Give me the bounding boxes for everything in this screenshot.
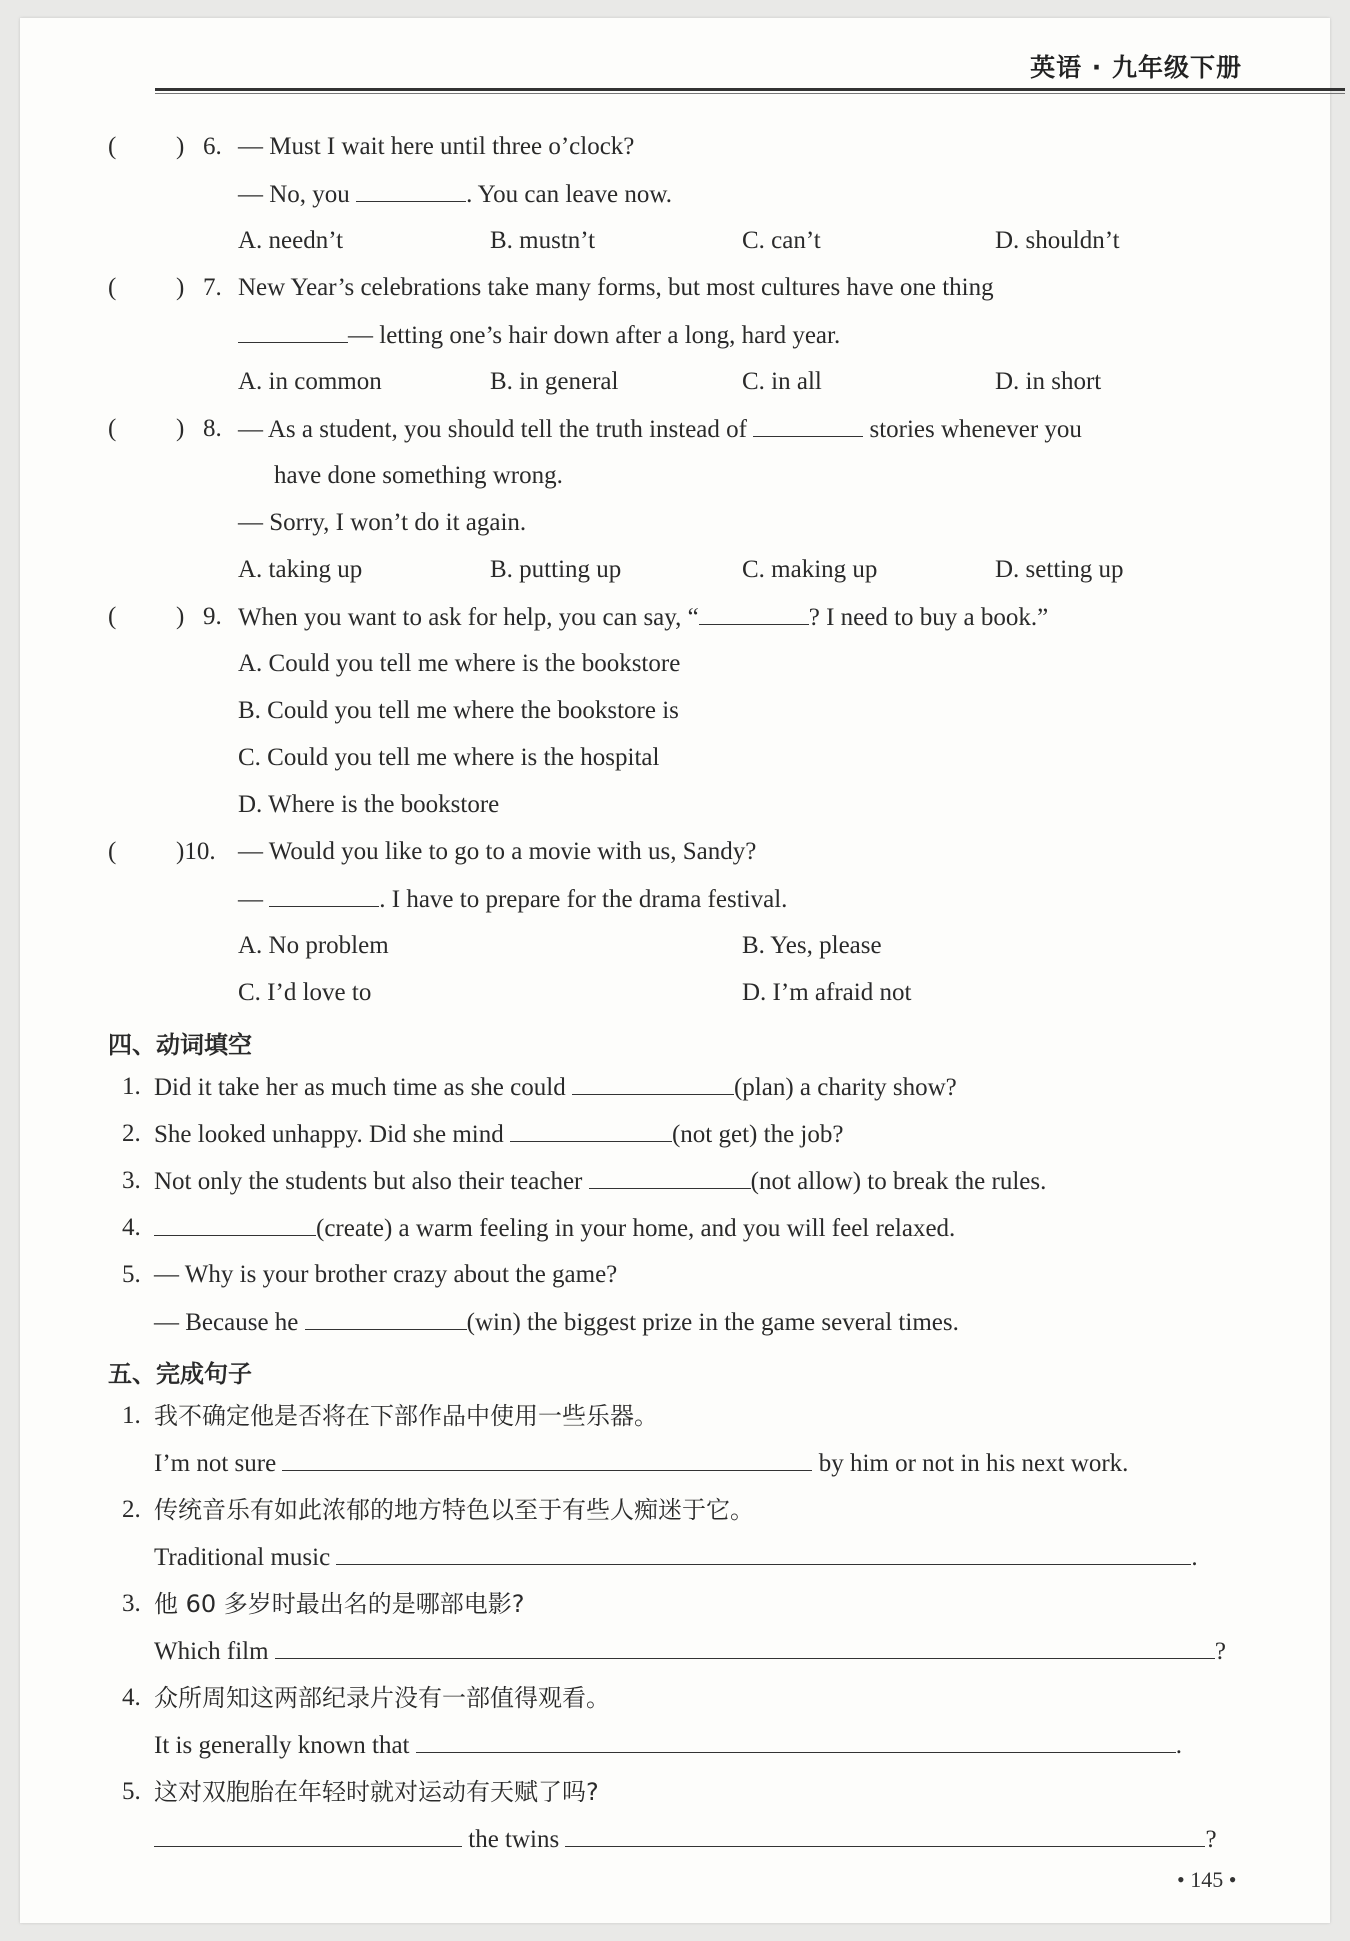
question-stem: New Year’s celebrations take many forms, but most cultures have one thing bbox=[238, 274, 994, 301]
answer-paren-open: ( bbox=[108, 415, 117, 442]
answer-blank[interactable] bbox=[510, 1119, 672, 1142]
answer-paren-close: ) bbox=[176, 415, 185, 442]
question-stem: — Must I wait here until three o’clock? bbox=[238, 133, 635, 160]
answer-blank[interactable] bbox=[275, 1636, 1215, 1659]
item-text: It is generally known that bbox=[154, 1732, 410, 1759]
item-text: Traditional music bbox=[154, 1544, 331, 1571]
option-b: B. putting up bbox=[490, 556, 622, 583]
answer-paren-open: ( bbox=[108, 133, 117, 160]
answer-paren-open: ( bbox=[108, 603, 117, 630]
item-number: 4. bbox=[122, 1214, 141, 1241]
stem-text: — As a student, you should tell the truth instead of bbox=[238, 416, 747, 443]
answer-paren-open: ( bbox=[108, 274, 117, 301]
option-a: A. No problem bbox=[238, 932, 389, 959]
option-d: D. in short bbox=[995, 368, 1102, 395]
item-text: (win) the biggest prize in the game several times. bbox=[466, 1309, 959, 1336]
item-text: (create) a warm feeling in your home, and you will feel relaxed. bbox=[316, 1215, 956, 1242]
option-c: C. making up bbox=[742, 556, 878, 583]
reply-text: . I have to prepare for the drama festival. bbox=[379, 886, 788, 913]
item-text: — Because he bbox=[154, 1309, 299, 1336]
header-title: 英语 · 九年级下册 bbox=[1030, 53, 1242, 82]
option-a: A. Could you tell me where is the bookstore bbox=[238, 650, 681, 677]
question-continuation: have done something wrong. bbox=[274, 462, 563, 489]
option-d: D. setting up bbox=[995, 556, 1124, 583]
question-number: 6. bbox=[203, 133, 222, 160]
item-text: (not get) the job? bbox=[671, 1121, 844, 1148]
item-text: (not allow) to break the rules. bbox=[750, 1168, 1047, 1195]
item-text: ? bbox=[1214, 1638, 1226, 1665]
answer-blank[interactable] bbox=[565, 1824, 1205, 1847]
reply-text: — No, you bbox=[238, 181, 350, 208]
question-stem bbox=[238, 414, 1082, 445]
option-a: A. taking up bbox=[238, 556, 363, 583]
item-text: I’m not sure bbox=[154, 1450, 277, 1477]
option-d: D. Where is the bookstore bbox=[238, 791, 500, 818]
section-title: 四、动词填空 bbox=[108, 1031, 252, 1059]
item-number: 2. bbox=[122, 1120, 141, 1147]
answer-paren-close: ) bbox=[176, 133, 185, 160]
answer-blank[interactable] bbox=[154, 1824, 462, 1847]
translation-line bbox=[154, 1636, 1226, 1667]
item-text: Did it take her as much time as she could bbox=[154, 1074, 566, 1101]
option-c: C. Could you tell me where is the hospital bbox=[238, 744, 660, 771]
verb-fill-item bbox=[154, 1119, 843, 1150]
header-rule-thin bbox=[155, 93, 1345, 94]
translation-line bbox=[154, 1824, 1217, 1855]
answer-blank[interactable] bbox=[336, 1542, 1191, 1565]
item-number: 5. bbox=[122, 1778, 141, 1805]
option-a: A. needn’t bbox=[238, 227, 344, 254]
answer-blank[interactable] bbox=[269, 884, 379, 907]
answer-blank[interactable] bbox=[356, 179, 466, 202]
option-b: B. mustn’t bbox=[490, 227, 596, 254]
item-number: 1. bbox=[122, 1402, 141, 1429]
verb-fill-item bbox=[154, 1166, 1046, 1197]
option-a: A. in common bbox=[238, 368, 382, 395]
cont-text: — letting one’s hair down after a long, hard year. bbox=[348, 322, 841, 349]
answer-blank[interactable] bbox=[238, 320, 348, 343]
answer-blank[interactable] bbox=[282, 1448, 812, 1471]
question-number: 9. bbox=[203, 603, 222, 630]
answer-blank[interactable] bbox=[305, 1307, 467, 1330]
translation-line bbox=[154, 1448, 1128, 1479]
item-text: ? bbox=[1205, 1826, 1217, 1853]
stem-text: When you want to ask for help, you can say, “ bbox=[238, 604, 699, 631]
section-title: 五、完成句子 bbox=[108, 1360, 252, 1388]
answer-blank[interactable] bbox=[572, 1072, 734, 1095]
reply-text: — bbox=[238, 886, 263, 913]
option-c: C. can’t bbox=[742, 227, 821, 254]
question-stem bbox=[238, 602, 1048, 633]
question-reply: — Sorry, I won’t do it again. bbox=[238, 509, 527, 536]
item-number: 1. bbox=[122, 1073, 141, 1100]
item-number: 3. bbox=[122, 1590, 141, 1617]
question-reply bbox=[238, 884, 787, 915]
header-rule bbox=[155, 88, 1345, 91]
answer-blank[interactable] bbox=[416, 1730, 1176, 1753]
page-number: • 145 • bbox=[1177, 1867, 1237, 1892]
item-text: (plan) a charity show? bbox=[733, 1074, 957, 1101]
item-number: 5. bbox=[122, 1261, 141, 1288]
chinese-prompt: 众所周知这两部纪录片没有一部值得观看。 bbox=[154, 1684, 610, 1712]
item-number: 3. bbox=[122, 1167, 141, 1194]
answer-blank[interactable] bbox=[589, 1166, 751, 1189]
item-number: 4. bbox=[122, 1684, 141, 1711]
option-b: B. Yes, please bbox=[742, 932, 882, 959]
answer-paren-close: ) bbox=[176, 274, 185, 301]
option-d: D. shouldn’t bbox=[995, 227, 1120, 254]
option-b: B. in general bbox=[490, 368, 619, 395]
item-text: She looked unhappy. Did she mind bbox=[154, 1121, 504, 1148]
reply-text: . You can leave now. bbox=[466, 181, 673, 208]
answer-blank[interactable] bbox=[753, 414, 863, 437]
question-reply bbox=[238, 179, 672, 210]
item-text: the twins bbox=[468, 1826, 560, 1853]
item-text: Not only the students but also their teacher bbox=[154, 1168, 583, 1195]
option-c: C. I’d love to bbox=[238, 979, 372, 1006]
option-d: D. I’m afraid not bbox=[742, 979, 912, 1006]
answer-blank[interactable] bbox=[699, 602, 809, 625]
translation-line bbox=[154, 1542, 1198, 1573]
question-continuation bbox=[238, 320, 840, 351]
answer-blank[interactable] bbox=[154, 1213, 316, 1236]
answer-paren-close-number: )10. bbox=[176, 838, 216, 865]
item-text: Which film bbox=[154, 1638, 269, 1665]
chinese-prompt: 我不确定他是否将在下部作品中使用一些乐器。 bbox=[154, 1402, 658, 1430]
chinese-prompt: 传统音乐有如此浓郁的地方特色以至于有些人痴迷于它。 bbox=[154, 1496, 754, 1524]
item-text: . bbox=[1175, 1732, 1182, 1759]
verb-fill-reply bbox=[154, 1307, 959, 1338]
option-b: B. Could you tell me where the bookstore is bbox=[238, 697, 679, 724]
question-number: 8. bbox=[203, 415, 222, 442]
stem-text: ? I need to buy a book.” bbox=[808, 604, 1049, 631]
item-text: by him or not in his next work. bbox=[818, 1450, 1129, 1477]
answer-paren-close: ) bbox=[176, 603, 185, 630]
option-c: C. in all bbox=[742, 368, 822, 395]
chinese-prompt: 这对双胞胎在年轻时就对运动有天赋了吗? bbox=[154, 1778, 599, 1806]
question-stem: — Would you like to go to a movie with us, Sandy? bbox=[238, 838, 757, 865]
translation-line bbox=[154, 1730, 1182, 1761]
verb-fill-item bbox=[154, 1213, 955, 1244]
item-text: . bbox=[1191, 1544, 1198, 1571]
chinese-prompt: 他 60 多岁时最出名的是哪部电影? bbox=[154, 1590, 525, 1618]
question-number: 7. bbox=[203, 274, 222, 301]
item-number: 2. bbox=[122, 1496, 141, 1523]
verb-fill-item bbox=[154, 1072, 957, 1103]
verb-fill-item: — Why is your brother crazy about the game? bbox=[154, 1261, 618, 1288]
answer-paren-open: ( bbox=[108, 838, 117, 865]
stem-text: stories whenever you bbox=[869, 416, 1082, 443]
